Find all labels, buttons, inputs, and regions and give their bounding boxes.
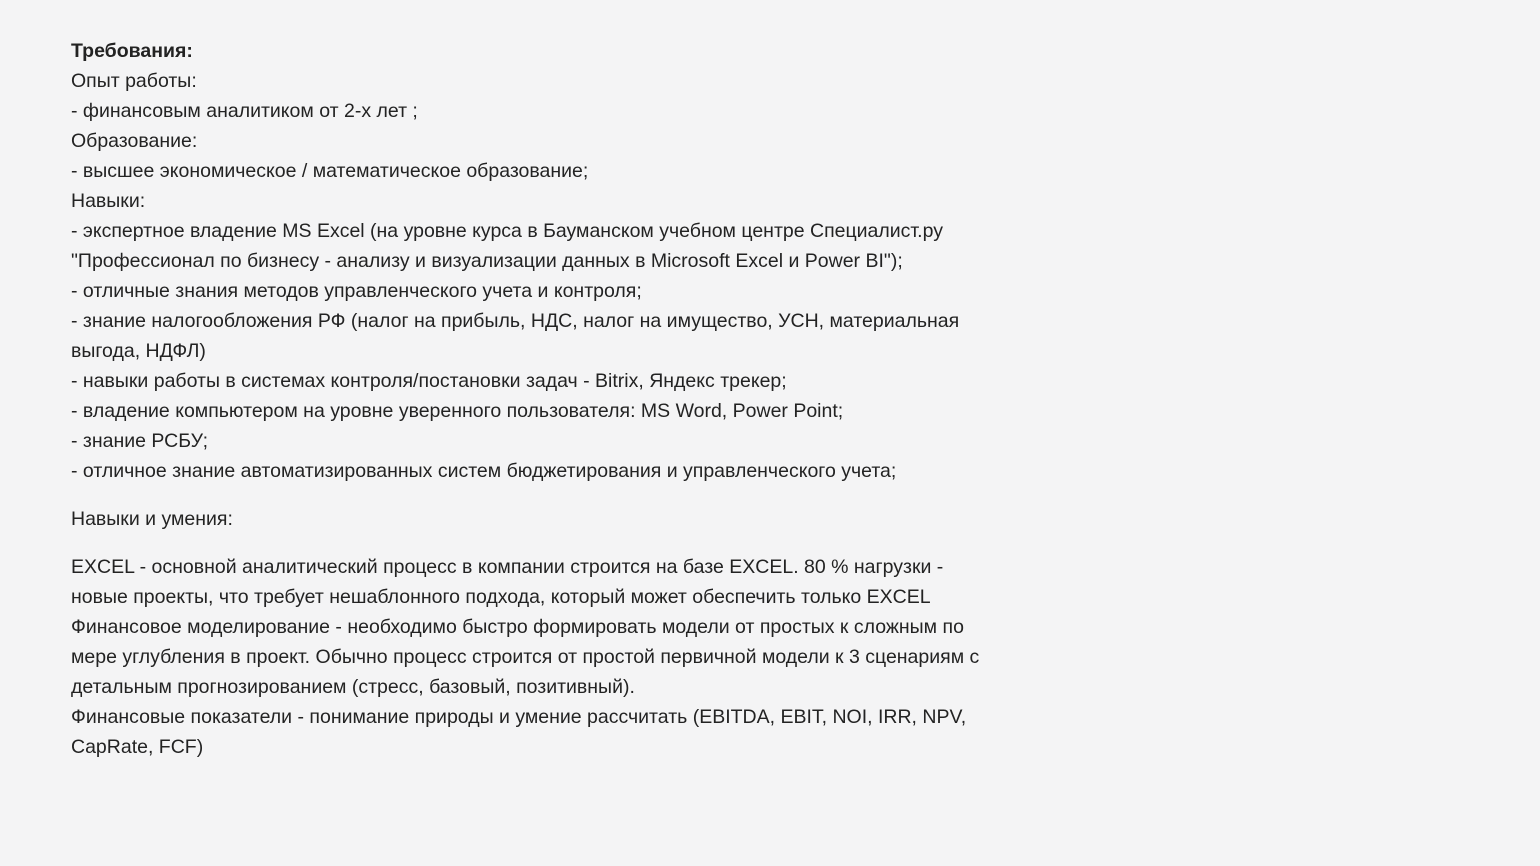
requirements-line: - финансовым аналитиком от 2-х лет ; bbox=[71, 100, 418, 122]
requirements-line: - отличные знания методов управленческого учета и контроля; bbox=[71, 280, 642, 302]
skills-heading: Навыки и умения: bbox=[71, 508, 233, 530]
requirements-line: - экспертное владение MS Excel (на уровне курса в Бауманском учебном центре Специалист.ру "Профессионал по бизнесу - анализу и визуализации данных в Microsoft Excel и Power BI"); bbox=[71, 220, 943, 272]
requirements-line: Навыки: bbox=[71, 190, 146, 212]
requirements-line: - владение компьютером на уровне уверенного пользователя: MS Word, Power Point; bbox=[71, 400, 844, 422]
section-spacer bbox=[71, 534, 1001, 552]
job-description bbox=[71, 36, 1001, 762]
requirements-line: - навыки работы в системах контроля/постановки задач - Bitrix, Яндекс трекер; bbox=[71, 370, 787, 392]
requirements-line: Опыт работы: bbox=[71, 70, 197, 92]
skills-paragraph: Финансовое моделирование - необходимо быстро формировать модели от простых к сложным по мере углубления в проект. Обычно процесс строится от простой первичной модели к 3 сценариям с детальным прогнозированием (стресс, базовый, позитивный). bbox=[71, 616, 980, 698]
section-spacer bbox=[71, 486, 1001, 504]
requirements-line: - знание РСБУ; bbox=[71, 430, 208, 452]
requirements-line: - высшее экономическое / математическое образование; bbox=[71, 160, 589, 182]
skills-paragraph: Финансовые показатели - понимание природы и умение рассчитать (EBITDA, EBIT, NOI, IRR, NPV, CapRate, FCF) bbox=[71, 706, 967, 758]
requirements-line: Образование: bbox=[71, 130, 198, 152]
requirements-line: - отличное знание автоматизированных систем бюджетирования и управленческого учета; bbox=[71, 460, 897, 482]
requirements-line: - знание налогообложения РФ (налог на прибыль, НДС, налог на имущество, УСН, материальная выгода, НДФЛ) bbox=[71, 310, 960, 362]
skills-paragraph: EXCEL - основной аналитический процесс в компании строится на базе EXCEL. 80 % нагрузки - новые проекты, что требует нешаблонного подхода, который может обеспечить только EXCEL bbox=[71, 556, 944, 608]
requirements-heading: Требования: bbox=[71, 40, 193, 62]
